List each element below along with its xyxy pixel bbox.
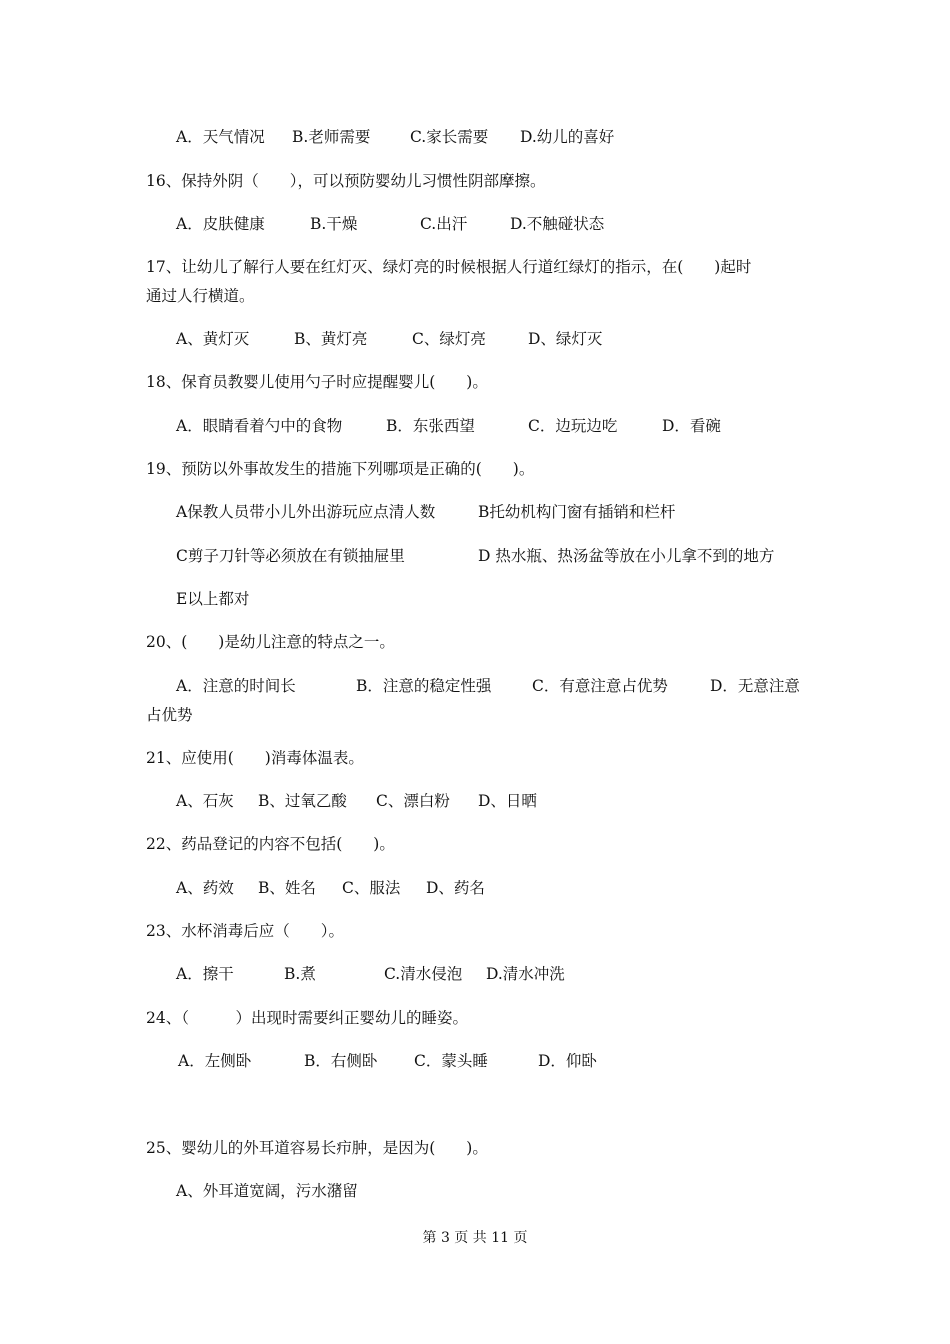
q25-option-a: A、外耳道宽阔，污水潴留 bbox=[176, 1182, 358, 1200]
q20-option-d: D．无意注意 bbox=[710, 677, 800, 695]
q18-option-c: C．边玩边吃 bbox=[528, 417, 618, 435]
q17-option-d: D、绿灯灭 bbox=[528, 330, 603, 348]
q15-option-b: B.老师需要 bbox=[292, 128, 371, 146]
page-number-footer: 第 3 页 共 11 页 bbox=[422, 1230, 528, 1246]
q23-option-d: D.清水冲洗 bbox=[486, 965, 565, 983]
q20-stem: 20、( )是幼儿注意的特点之一。 bbox=[146, 633, 395, 651]
q20-option-d-wrap: 占优势 bbox=[146, 706, 193, 724]
q16-option-a: A．皮肤健康 bbox=[176, 215, 265, 233]
q18-option-a: A．眼睛看着勺中的食物 bbox=[176, 417, 343, 435]
q23-option-c: C.清水侵泡 bbox=[384, 965, 463, 983]
q19-option-e: E以上都对 bbox=[176, 590, 250, 608]
q17-option-a: A、黄灯灭 bbox=[176, 330, 250, 348]
q19-option-c: C剪子刀针等必须放在有锁抽屉里 bbox=[176, 547, 405, 565]
q24-option-c: C．蒙头睡 bbox=[414, 1052, 488, 1070]
q16-option-d: D.不触碰状态 bbox=[510, 215, 605, 233]
q24-option-a: A．左侧卧 bbox=[178, 1052, 252, 1070]
q16-option-b: B.干燥 bbox=[310, 215, 358, 233]
q17-option-c: C、绿灯亮 bbox=[412, 330, 486, 348]
q18-stem: 18、保育员教婴儿使用勺子时应提醒婴儿( )。 bbox=[146, 373, 488, 391]
q18-option-b: B．东张西望 bbox=[386, 417, 475, 435]
q23-stem: 23、水杯消毒后应（ ）。 bbox=[146, 922, 344, 940]
q25-stem: 25、婴幼儿的外耳道容易长疖肿，是因为( )。 bbox=[146, 1139, 488, 1157]
q24-option-d: D．仰卧 bbox=[538, 1052, 597, 1070]
q19-stem: 19、预防以外事故发生的措施下列哪项是正确的( )。 bbox=[146, 460, 535, 478]
q21-option-d: D、日晒 bbox=[478, 792, 537, 810]
q15-option-d: D.幼儿的喜好 bbox=[520, 128, 615, 146]
q20-option-c: C．有意注意占优势 bbox=[532, 677, 668, 695]
q19-option-a: A保教人员带小儿外出游玩应点清人数 bbox=[176, 503, 436, 521]
q16-option-c: C.出汗 bbox=[420, 215, 468, 233]
q24-stem: 24、（ ）出现时需要纠正婴幼儿的睡姿。 bbox=[146, 1009, 468, 1027]
q15-option-c: C.家长需要 bbox=[410, 128, 489, 146]
q22-stem: 22、药品登记的内容不包括( )。 bbox=[146, 835, 395, 853]
q22-option-b: B、姓名 bbox=[258, 879, 316, 897]
q24-option-b: B．右侧卧 bbox=[304, 1052, 378, 1070]
q16-stem: 16、保持外阴（ ），可以预防婴幼儿习惯性阴部摩擦。 bbox=[146, 172, 546, 190]
q23-option-b: B.煮 bbox=[284, 965, 316, 983]
q21-option-b: B、过氧乙酸 bbox=[258, 792, 347, 810]
q20-option-a: A．注意的时间长 bbox=[176, 677, 296, 695]
q20-option-b: B．注意的稳定性强 bbox=[356, 677, 492, 695]
q22-option-a: A、药效 bbox=[176, 879, 234, 897]
q19-option-b: B托幼机构门窗有插销和栏杆 bbox=[478, 503, 676, 521]
q21-stem: 21、应使用( )消毒体温表。 bbox=[146, 749, 364, 767]
q22-option-c: C、服法 bbox=[342, 879, 401, 897]
q17-stem-line2: 通过人行横道。 bbox=[146, 287, 255, 305]
q23-option-a: A．擦干 bbox=[176, 965, 234, 983]
q21-option-c: C、漂白粉 bbox=[376, 792, 450, 810]
q17-stem-line1: 17、让幼儿了解行人要在红灯灭、绿灯亮的时候根据人行道红绿灯的指示，在( )起时 bbox=[146, 258, 752, 276]
q15-option-a: A．天气情况 bbox=[176, 128, 265, 146]
q17-option-b: B、黄灯亮 bbox=[294, 330, 368, 348]
q18-option-d: D．看碗 bbox=[662, 417, 721, 435]
q19-option-d: D 热水瓶、热汤盆等放在小儿拿不到的地方 bbox=[478, 547, 775, 565]
q22-option-d: D、药名 bbox=[426, 879, 485, 897]
q21-option-a: A、石灰 bbox=[176, 792, 234, 810]
